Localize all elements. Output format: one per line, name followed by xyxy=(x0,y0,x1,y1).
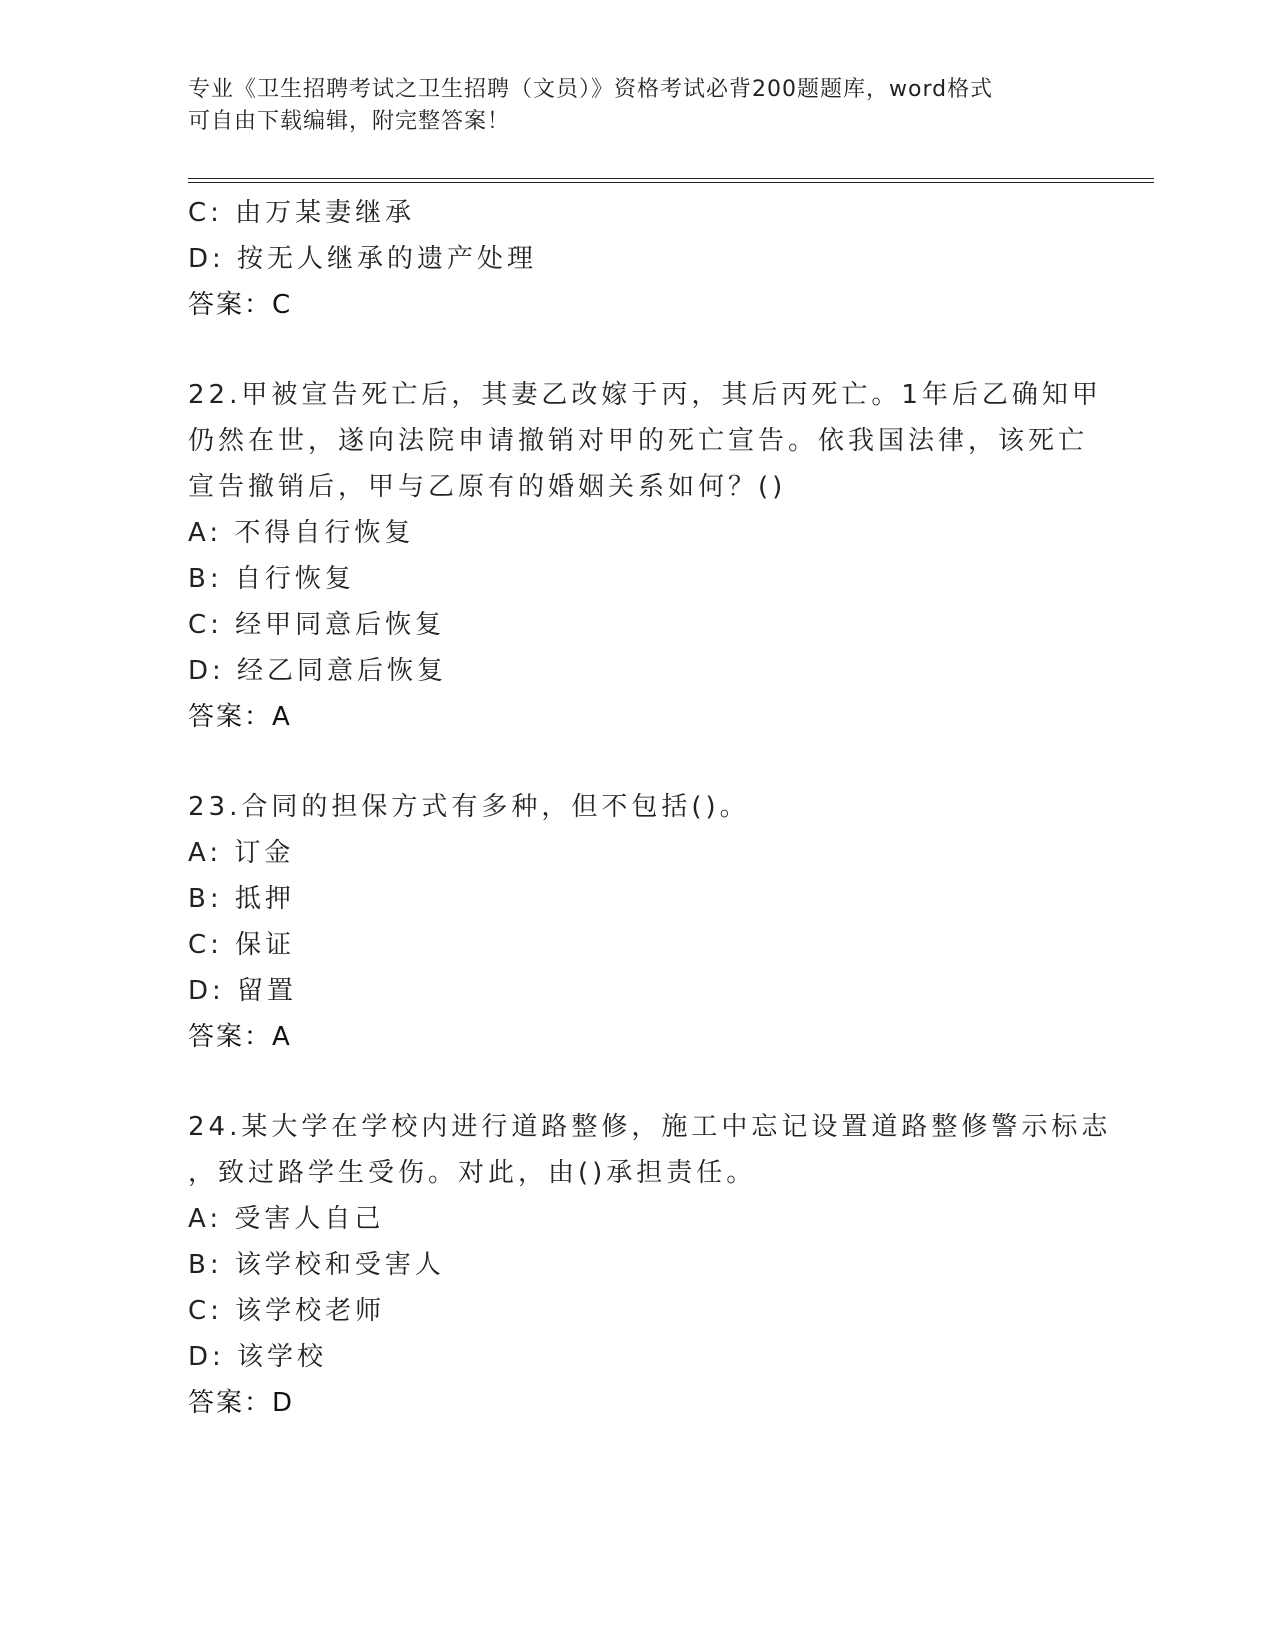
option-b: B: 该学校和受害人 xyxy=(188,1250,445,1280)
spacer xyxy=(188,740,1088,784)
option-c: C: 由万某妻继承 xyxy=(188,198,416,228)
question-text-line: 宣告撤销后，甲与乙原有的婚姻关系如何？() xyxy=(188,472,787,502)
header-line-1: 专业《卫生招聘考试之卫生招聘（文员）》资格考试必背200题题库，word格式 xyxy=(188,77,994,102)
header-divider-top xyxy=(188,178,1154,179)
option-d: D: 按无人继承的遗产处理 xyxy=(188,244,538,274)
header-divider-bottom xyxy=(188,182,1154,183)
question-content xyxy=(188,190,1112,1426)
option-c: C: 保证 xyxy=(188,930,296,960)
answer-line: 答案：A xyxy=(188,1022,292,1052)
option-a: A: 订金 xyxy=(188,838,295,868)
option-d: D: 该学校 xyxy=(188,1342,328,1372)
document-header xyxy=(188,74,1068,138)
answer-line: 答案：D xyxy=(188,1388,295,1418)
spacer xyxy=(188,1060,1088,1104)
question-22 xyxy=(188,372,1102,740)
option-a: A: 不得自行恢复 xyxy=(188,518,415,548)
option-d: D: 经乙同意后恢复 xyxy=(188,656,448,686)
question-text-line: ，致过路学生受伤。对此，由()承担责任。 xyxy=(188,1158,757,1188)
option-b: B: 抵押 xyxy=(188,884,295,914)
option-c: C: 经甲同意后恢复 xyxy=(188,610,446,640)
option-a: A: 受害人自己 xyxy=(188,1204,385,1234)
answer-line: 答案：C xyxy=(188,290,293,320)
option-b: B: 自行恢复 xyxy=(188,564,355,594)
option-d: D: 留置 xyxy=(188,976,298,1006)
question-text-line: 22.甲被宣告死亡后，其妻乙改嫁于丙，其后丙死亡。1年后乙确知甲 xyxy=(188,380,1102,410)
question-text-line: 23.合同的担保方式有多种，但不包括()。 xyxy=(188,792,750,822)
question-24 xyxy=(188,1104,1112,1426)
header-line-2: 可自由下载编辑，附完整答案！ xyxy=(188,109,511,134)
spacer xyxy=(188,328,1088,372)
previous-question-tail xyxy=(188,190,1088,328)
question-text-line: 24.某大学在学校内进行道路整修，施工中忘记设置道路整修警示标志 xyxy=(188,1112,1112,1142)
answer-line: 答案：A xyxy=(188,702,292,732)
option-c: C: 该学校老师 xyxy=(188,1296,386,1326)
question-text-line: 仍然在世，遂向法院申请撤销对甲的死亡宣告。依我国法律，该死亡 xyxy=(188,426,1089,456)
question-23 xyxy=(188,784,1088,1060)
